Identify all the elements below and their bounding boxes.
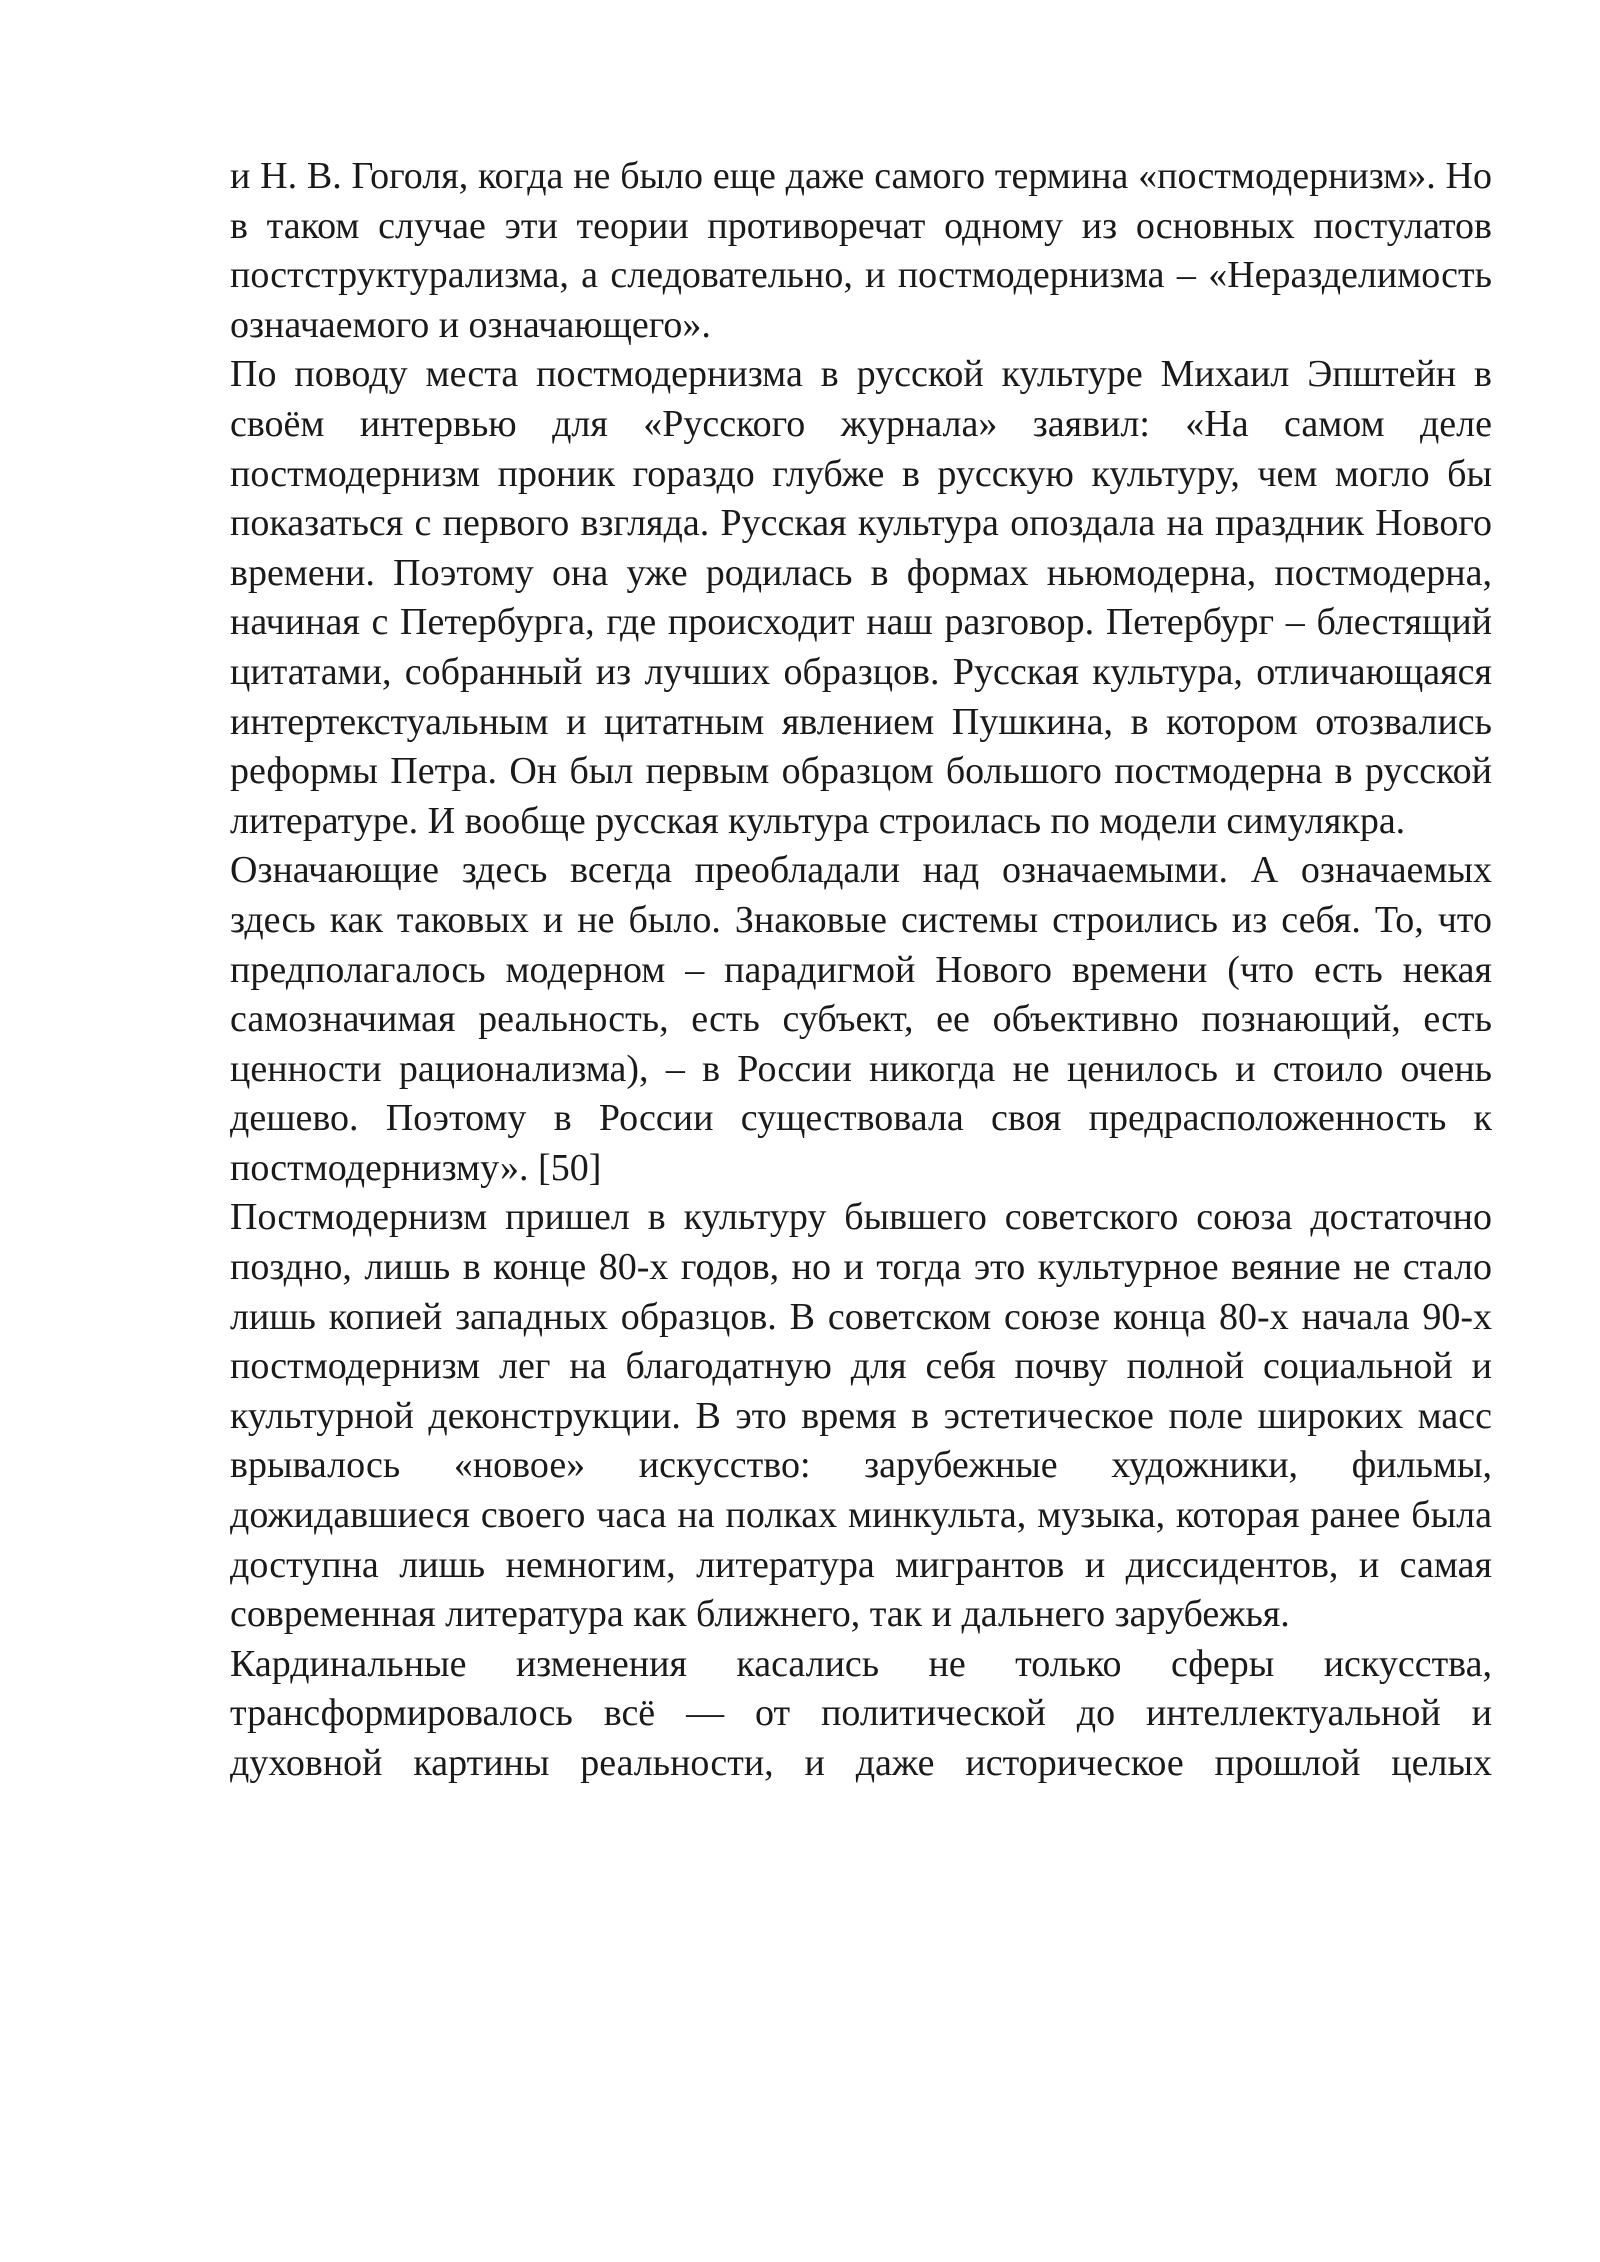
body-text bbox=[230, 152, 1492, 1789]
paragraph-epstein-interview: По поводу места постмодернизма в русской культуре Михаил Эпштейн в своём интервью для «Русского журнала» заявил: «На самом деле постмодернизм проник гораздо глубже в русскую культуру, чем могло бы показаться с первого взгляда. Русская культура опоздала на праздник Нового времени. Поэтому она уже родилась в формах ньюмодерна, постмодерна, начиная с Петербурга, где происходит наш разговор. Петербург – блестящий цитатами, собранный из лучших образцов. Русская культура, отличающаяся интертекстуальным и цитатным явлением Пушкина, в котором отозвались реформы Петра. Он был первым образцом большого постмодерна в русской литературе. И вообще русская культура строилась по модели симулякра. bbox=[230, 353, 1492, 842]
paragraph-cardinal-changes: Кардинальные изменения касались не только сферы искусства, трансформировалось всё — от политической до интеллектуальной и духовной картины реальности, и даже историческое прошлой целых bbox=[230, 1642, 1492, 1784]
paragraph-signifiers: Означающие здесь всегда преобладали над означаемыми. А означаемых здесь как таковых и не было. Знаковые системы строились из себя. То, что предполагалось модерном – парадигмой Нового времени (что есть некая самозначимая реальность, есть субъект, ее объективно познающий, есть ценности рационализма), – в России никогда не ценилось и стоило очень дешево. Поэтому в России существовала своя предрасположенность к постмодернизму». [50] bbox=[230, 849, 1492, 1189]
paragraph-gogol-continuation: и Н. В. Гоголя, когда не было еще даже самого термина «постмодернизм». Но в таком случае эти теории противоречат одному из основных постулатов постструктурализма, а следовательно, и постмодернизма – «Неразделимость означаемого и означающего». bbox=[230, 155, 1492, 346]
paragraph-soviet-postmodernism: Постмодернизм пришел в культуру бывшего советского союза достаточно поздно, лишь в конце 80-х годов, но и тогда это культурное веяние не стало лишь копией западных образцов. В советском союзе конца 80-х начала 90-х постмодернизм лег на благодатную для себя почву полной социальной и культурной деконструкции. В это время в эстетическое поле широких масс врывалось «новое» искусство: зарубежные художники, фильмы, дожидавшиеся своего часа на полках минкульта, музыка, которая ранее была доступна лишь немногим, литература мигрантов и диссидентов, и самая современная литература как ближнего, так и дальнего зарубежья. bbox=[230, 1196, 1492, 1636]
